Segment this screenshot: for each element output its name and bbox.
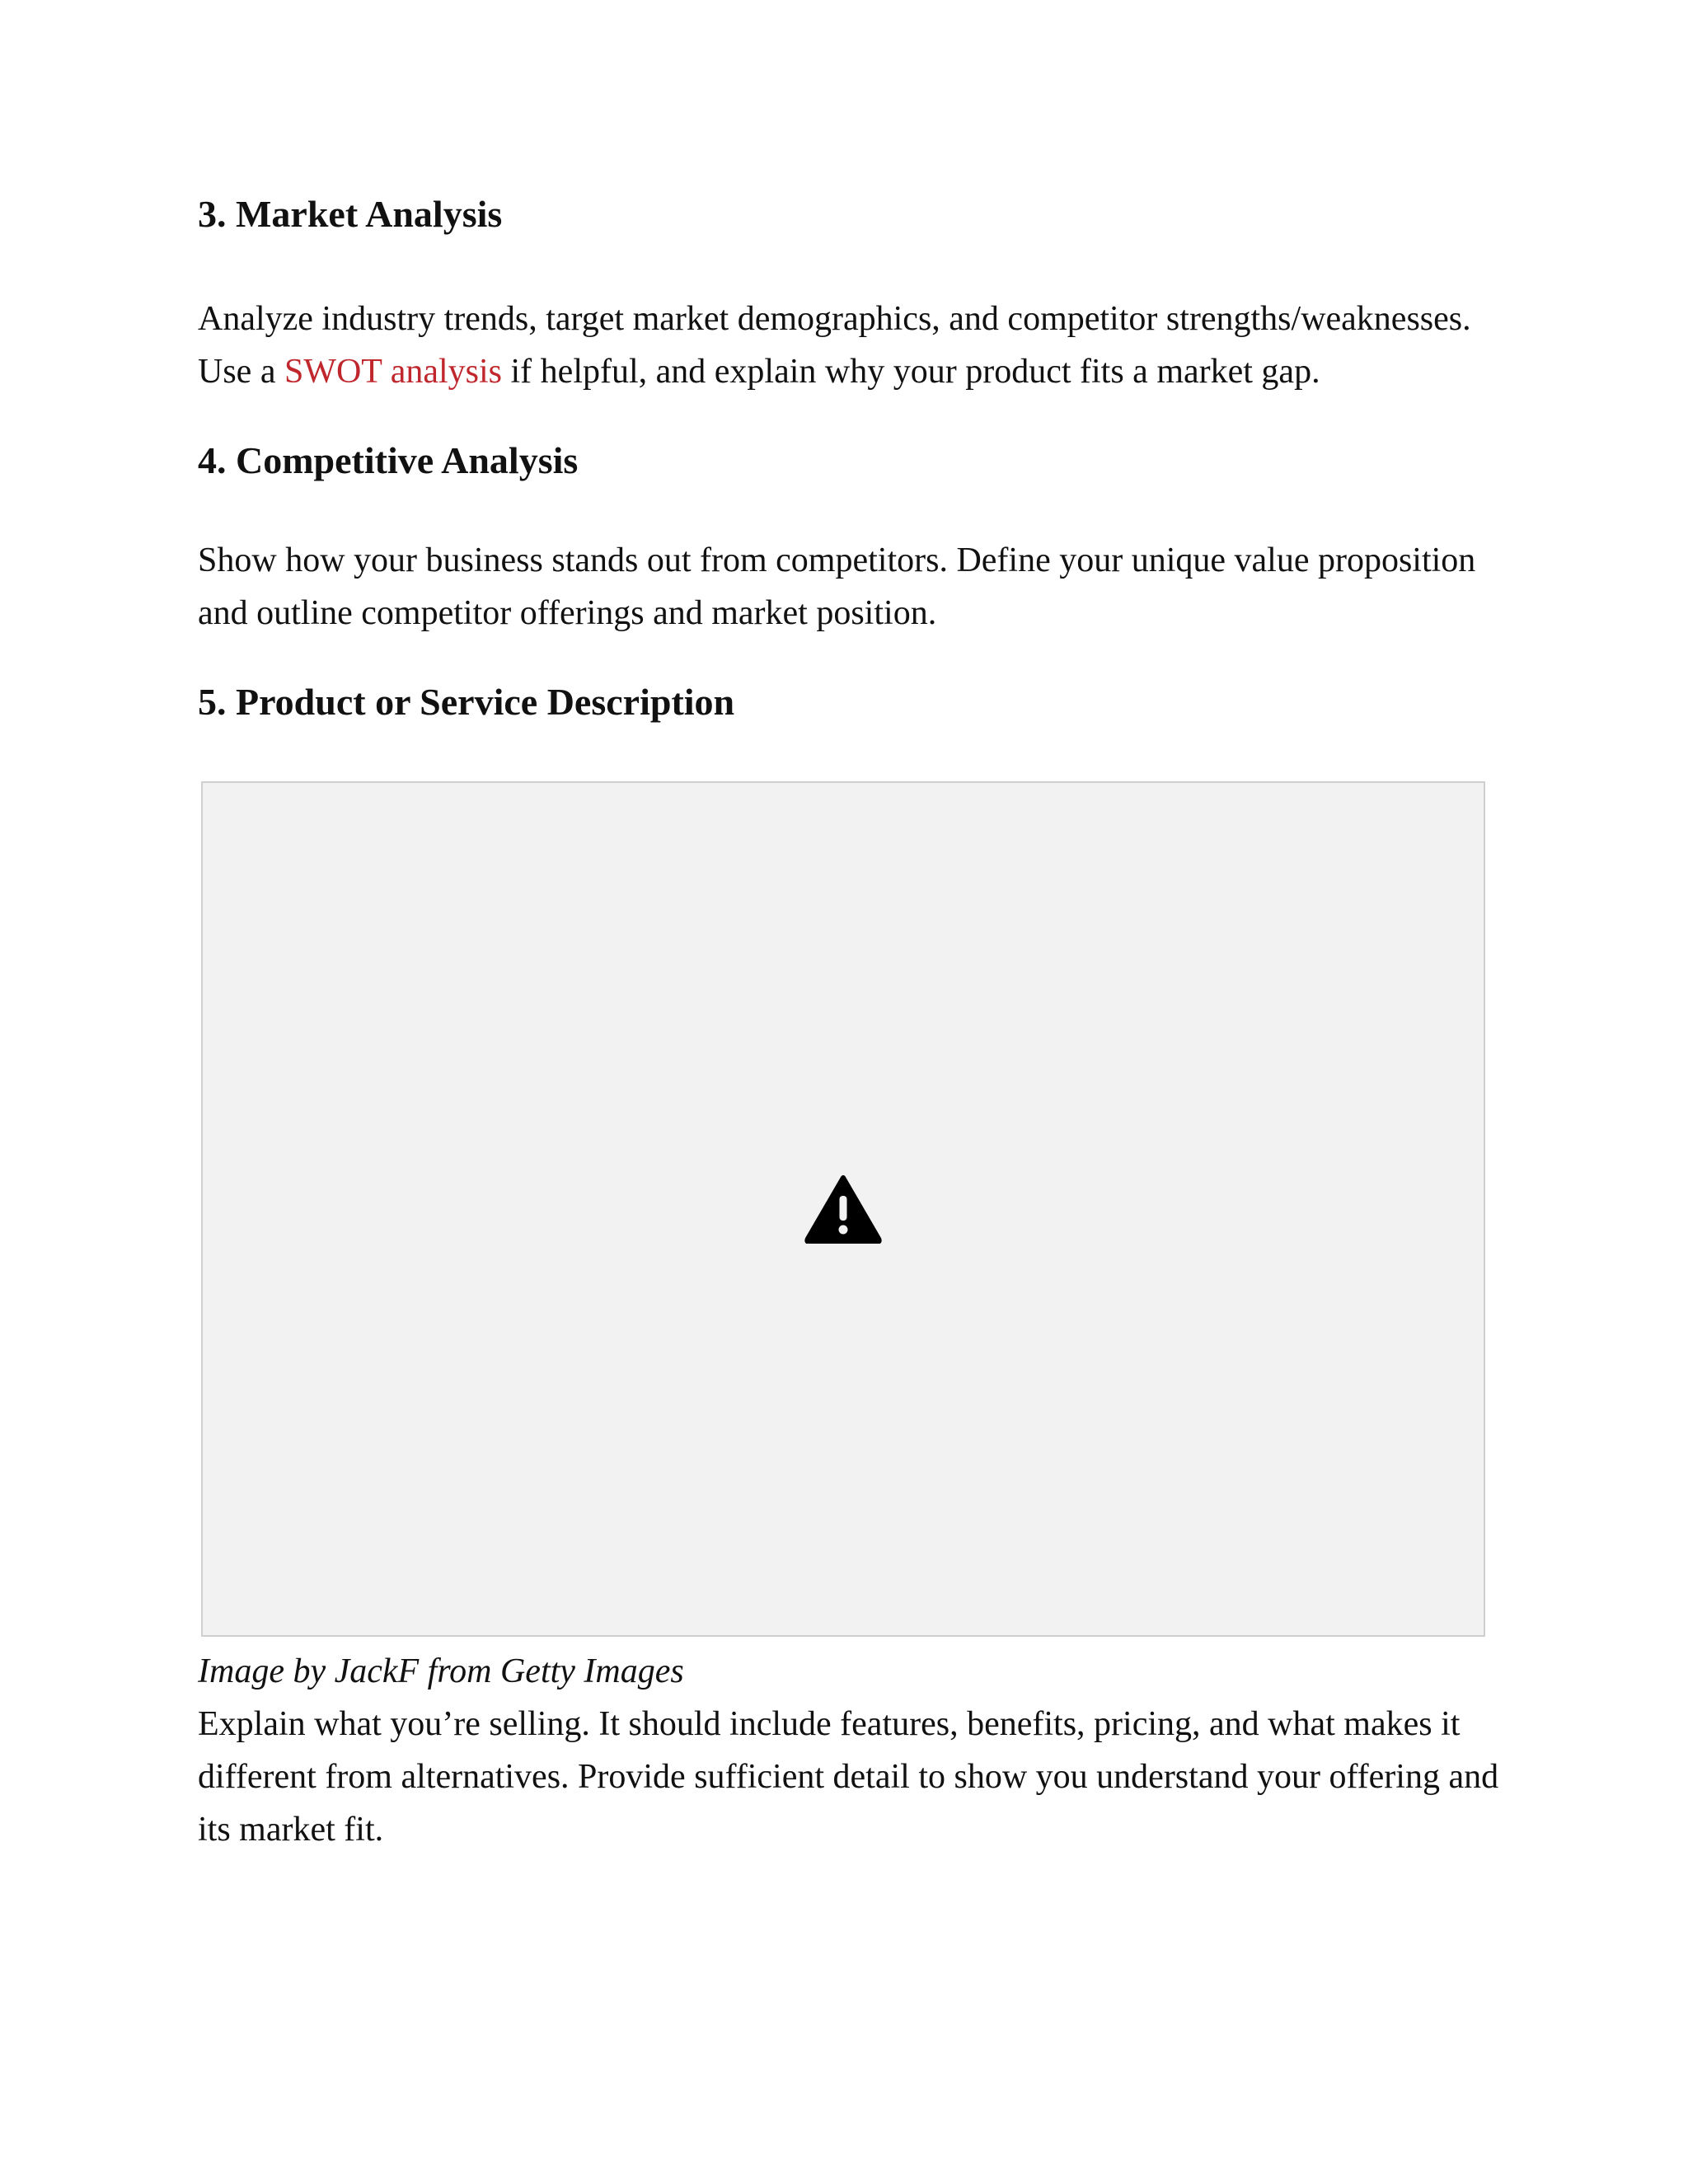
section-heading-competitive-analysis: 4. Competitive Analysis — [198, 439, 579, 482]
competitive-analysis-paragraph: Show how your business stands out from competitors. Define your unique value proposition and outline competitor offerings and market position. — [198, 541, 1476, 633]
market-analysis-text-end: if helpful, and explain why your product fits a market gap. — [502, 353, 1320, 391]
image-caption: Image by JackF from Getty Images — [198, 1652, 684, 1690]
warning-icon — [804, 1174, 882, 1244]
market-analysis-paragraph — [198, 293, 1500, 398]
article-content — [198, 191, 1500, 1856]
section-heading-market-analysis: 3. Market Analysis — [198, 193, 503, 235]
swot-analysis-link[interactable]: SWOT analysis — [284, 353, 503, 391]
market-analysis-text-start: Analyze industry trends, target market demographics, and competitor strengths/weaknesses. Use a — [198, 300, 1471, 391]
product-description-paragraph: Explain what you’re selling. It should include features, benefits, pricing, and what makes it different from alternatives. Provide sufficient detail to show you understand your offering and its market fit. — [198, 1704, 1499, 1849]
section-heading-product-description: 5. Product or Service Description — [198, 681, 735, 724]
image-placeholder — [201, 781, 1485, 1637]
